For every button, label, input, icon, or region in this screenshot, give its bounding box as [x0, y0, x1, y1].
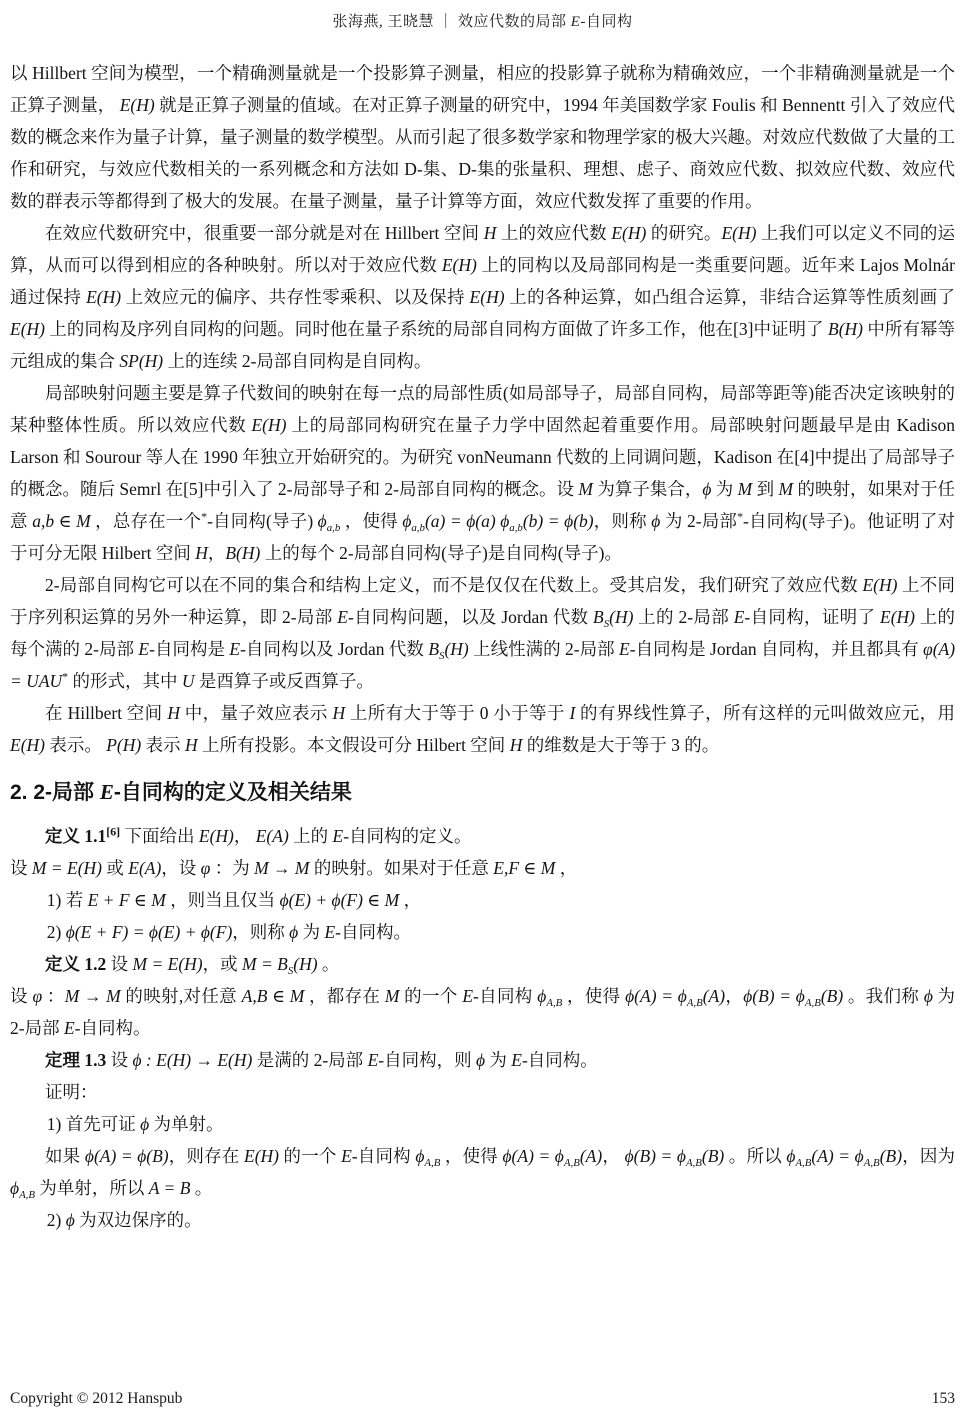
paragraph-intro-5: 在 Hillbert 空间 H 中，量子效应表示 H 上所有大于等于 0 小于等于 I 的有界线性算子，所有这样的元叫做效应元，用 E(H) 表示。 P(H) 表示 H 上所有投影。本文假设可分 Hilbert 空间 H 的维数是大于等于 3 的。: [10, 703, 956, 755]
paragraph-intro-1: 以 Hillbert 空间为模型，一个精确测量就是一个投影算子测量，相应的投影算子就称为精确效应，一个非精确测量就是一个正算子测量， E(H) 就是正算子测量的值域。在对正算子测量的研究中，1994 年美国数学家 Foulis 和 Bennentt 引入了效应代数的概念来作为量子计算，量子测量的数学模型。从而引起了很多数学家和物理学家的极大兴趣。对效应代数做了大量的工作和研究，与效应代数相关的一系列概念和方法如 D-集、D-集的张量积、理想、虑子、商效应代数、拟效应代数、效应代数的群表示等都得到了极大的发展。在量子测量，量子计算等方面，效应代数发挥了重要的作用。: [10, 63, 955, 211]
proof-label: 证明：: [45, 1082, 98, 1102]
page-number: 153: [931, 1390, 955, 1407]
page-footer: [10, 1390, 955, 1408]
copyright-text: Copyright © 2012 Hanspub: [10, 1390, 183, 1407]
definition-1-1-item-2: 2) ϕ(E + F) = ϕ(E) + ϕ(F)，则称 ϕ 为 E-自同构。: [46, 922, 411, 942]
theorem-1-3: 定理 1.3 设 ϕ : E(H) → E(H) 是满的 2-局部 E-自同构，则 ϕ 为 E-自同构。: [45, 1050, 598, 1070]
definition-1-1-setup: 设 M = E(H) 或 E(A)，设 φ ：为 M → M 的映射。如果对于任意 E,F ∈ M ，: [10, 858, 578, 878]
proof-step-2: 2) ϕ 为双边保序的。: [46, 1210, 202, 1230]
article-body: [10, 57, 955, 1236]
proof-step-1: 1) 首先可证 ϕ 为单射。: [46, 1114, 224, 1134]
definition-1-2-body: 设 φ ：M → M 的映射,对任意 A,B ∈ M ，都存在 M 的一个 E-自同构 $\phi_{A,B}$ ，使得 $\phi(A) = \phi_{A,B}(A)$，$\phi(B) = \phi_{A,B}(B)$ 。我们称 ϕ 为 2-局部 E-自同构。: [10, 986, 956, 1038]
running-header-text: 张海燕, 王晓慧 ｜ 效应代数的局部 E-自同构: [332, 14, 633, 30]
definition-1-2: 定义 1.2 设 M = E(H)，或 $M = B_S(H)$ 。: [45, 954, 340, 977]
running-header: [10, 8, 955, 31]
paragraph-intro-2: 在效应代数研究中，很重要一部分就是对在 Hillbert 空间 H 上的效应代数 E(H) 的研究。E(H) 上我们可以定义不同的运算，从而可以得到相应的各种映射。所以对于效应代数 E(H) 上的同构以及局部同构是一类重要问题。近年来 Lajos Molnár 通过保持 E(H) 上效应元的偏序、共存性零乘积、以及保持 E(H) 上的各种运算，如凸组合运算，非结合运算等性质刻画了 E(H) 上的同构及序列自同构的问题。同时他在量子系统的局部自同构方面做了许多工作，他在[3]中证明了 B(H) 中所有幂等元组成的集合 SP(H) 上的连续 2-局部自同构是自同构。: [10, 223, 956, 371]
paragraph-intro-4: 2-局部自同构它可以在不同的集合和结构上定义，而不是仅仅在代数上。受其启发，我们研究了效应代数 E(H) 上不同于序列积运算的另外一种运算，即 2-局部 E-自同构问题，以及 Jordan 代数 $B_S(H)$ 上的 2-局部 E-自同构，证明了 E(H) 上的每个满的 2-局部 E-自同构是 E-自同构以及 Jordan 代数 $B_S(H)$ 上线性满的 2-局部 E-自同构是 Jordan 自同构，并且都具有 φ(A) = UAU* 的形式，其中 U 是酉算子或反酉算子。: [10, 575, 956, 691]
paragraph-intro-3: 局部映射问题主要是算子代数间的映射在每一点的局部性质(如局部导子，局部自同构，局部等距等)能否决定该映射的某种整体性质。所以效应代数 E(H) 上的局部同构研究在量子力学中固然起着重要作用。局部映射问题最早是由 Kadison Larson 和 Sourour 等人在 1990 年独立开始研究的。为研究 vonNeumann 代数的上同调问题，Kadison 在[4]中提出了局部导子的概念。随后 Semrl 在[5]中引入了 2-局部导子和 2-局部自同构的概念。设 M 为算子集合，ϕ 为 M 到 M 的映射，如果对于任意 a,b ∈ M ，总存在一个*-自同构(导子) $\phi_{a,b}$ ，使得 $\phi_{a,b}(a) = \phi(a) \phi_{a,b}(b) = \phi(b)$，则称 ϕ 为 2-局部*-自同构(导子)。他证明了对于可分无限 Hilbert 空间 H，B(H) 上的每个 2-局部自同构(导子)是自同构(导子)。: [10, 383, 956, 563]
definition-1-1: 定义 1.1[6] 下面给出 E(H)， E(A) 上的 E-自同构的定义。: [45, 824, 472, 846]
definition-1-1-item-1: 1) 若 E + F ∈ M ，则当且仅当 ϕ(E) + ϕ(F) ∈ M ，: [46, 890, 422, 910]
section-heading: 2. 2-局部 E-自同构的定义及相关结果: [10, 780, 352, 804]
proof-step-1-body: 如果 ϕ(A) = ϕ(B)，则存在 E(H) 的一个 E-自同构 $\phi_{A,B}$ ，使得 $\phi(A) = \phi_{A,B}(A)$， $\phi(B) = \phi_{A,B}(B)$ 。所以 $\phi_{A,B}(A) = \phi_{A,B}(B)$，因为 $\phi_{A,B}$ 为单射，所以 A = B 。: [10, 1146, 956, 1201]
